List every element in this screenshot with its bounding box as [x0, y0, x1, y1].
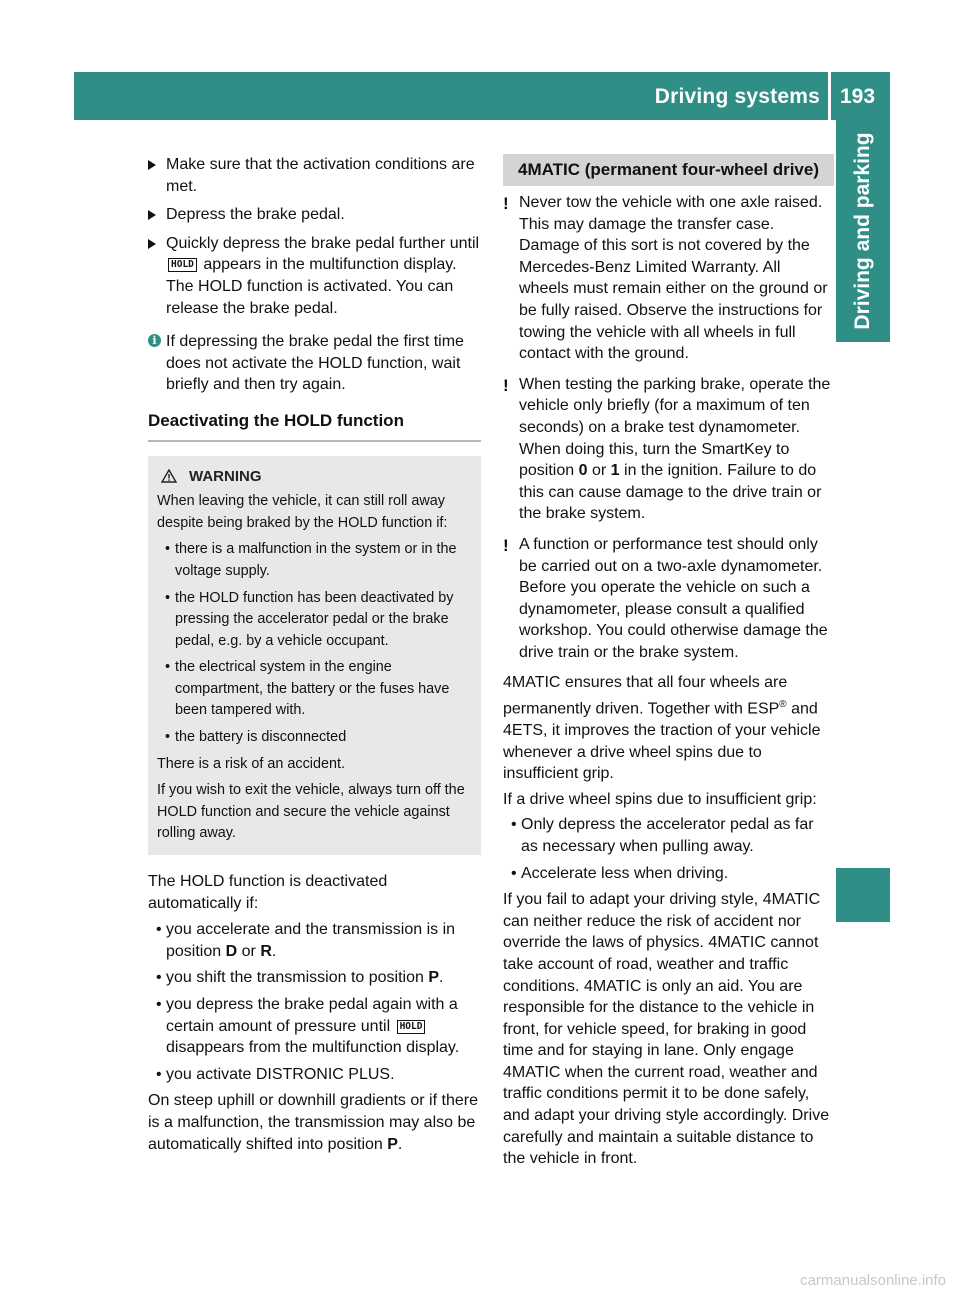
- step-text: Quickly depress the brake pedal further until: [166, 234, 480, 252]
- exclamation-icon: !: [503, 375, 509, 395]
- bullet-icon: •: [165, 589, 171, 606]
- list-item: • Accelerate less when driving.: [503, 863, 834, 885]
- warning-header: [157, 466, 473, 488]
- warning-item: • the battery is disconnected: [157, 727, 473, 749]
- right-column: [503, 154, 834, 1180]
- condition-item: • you depress the brake pedal again with a certain amount of pressure until HOLD disappears from the multifunction display.: [156, 996, 460, 1057]
- arrow-right-icon: [148, 239, 156, 249]
- notice-item: ! Never tow the vehicle with one axle raised. This may damage the transfer case. Damage of this sort is not covered by the Mercedes-Benz Limited Warranty. All wheels must remain either on the ground or be fully raised. Observe the instructions for towing the vehicle with all wheels in full contact with the ground.: [503, 194, 828, 363]
- warning-triangle-icon: [161, 469, 177, 483]
- info-icon: i: [148, 334, 161, 347]
- section-heading: Deactivating the HOLD function: [148, 410, 481, 442]
- bullet-icon: •: [156, 969, 162, 987]
- warning-item: • there is a malfunction in the system or in the voltage supply.: [165, 541, 457, 579]
- warning-item: • the HOLD function has been deactivated by pressing the accelerator pedal or the brake pedal, e.g. by a vehicle occupant.: [165, 589, 454, 649]
- arrow-right-icon: [148, 210, 156, 220]
- body-paragraph: If a drive wheel spins due to insufficient grip:: [503, 790, 817, 808]
- notice-item: ! A function or performance test should only be carried out on a two-axle dynamometer. Before you operate the vehicle on such a dynamometer, please consult a qualified workshop. You could otherwise damage the drive train or the brake system.: [503, 535, 828, 661]
- warning-box: [148, 456, 481, 856]
- page-number: 193: [840, 85, 876, 108]
- warning-intro: When leaving the vehicle, it can still roll away despite being braked by the HOLD function if:: [157, 493, 448, 531]
- section-heading-box: 4MATIC (permanent four-wheel drive): [503, 154, 834, 186]
- left-column: [148, 154, 481, 1165]
- arrow-right-icon: [148, 160, 156, 170]
- condition-item: • you shift the transmission to position P.: [148, 967, 481, 989]
- bullet-icon: •: [156, 921, 162, 939]
- header-divider: [828, 72, 831, 120]
- body-paragraph: If you fail to adapt your driving style, 4MATIC can neither reduce the risk of accident nor override the laws of physics. 4MATIC cannot take account of road, weather and traffic conditions. 4MATIC is only an aid. You are responsible for the distance to the vehicle in front, for vehicle speed, for braking in good time and for staying in lane. Only engage 4MATIC when the current road, weather and traffic conditions permit it to be done safely, and adapt your driving style accordingly. Drive carefully and maintain a suitable distance to the vehicle in front.: [503, 891, 830, 1168]
- step-text: Make sure that the activation conditions are met.: [166, 156, 475, 195]
- warning-risk: There is a risk of an accident.: [157, 755, 345, 772]
- notice-item: ! When testing the parking brake, operate the vehicle only briefly (for a maximum of ten seconds) on a brake test dynamometer. When doing this, turn the SmartKey to position 0 or 1 in the ignition. Failure to do this can cause damage to the drive train or the brake system.: [503, 375, 831, 523]
- side-tab-label: Driving and parking: [851, 132, 874, 330]
- info-note: [148, 331, 481, 396]
- step-item: [148, 204, 481, 226]
- section-title: Driving systems: [654, 85, 820, 108]
- side-marker: [836, 868, 890, 922]
- bullet-icon: •: [156, 1065, 162, 1083]
- warning-label: WARNING: [189, 467, 262, 485]
- step-text: Depress the brake pedal.: [166, 206, 345, 224]
- step-item: [148, 233, 481, 319]
- bullet-icon: •: [511, 816, 517, 834]
- warning-advice: If you wish to exit the vehicle, always turn off the HOLD function and secure the vehicle against rolling away.: [157, 782, 465, 842]
- watermark: carmanualsonline.info: [800, 1272, 946, 1289]
- step-result: The HOLD function is activated. You can release the brake pedal.: [166, 277, 454, 317]
- body-paragraph: 4MATIC ensures that all four wheels are permanently driven. Together with ESP® and 4ETS, it improves the traction of your vehicle whenever a drive wheel spins due to insufficient grip.: [503, 674, 821, 783]
- info-note-text: If depressing the brake pedal the first time does not activate the HOLD function, wait briefly and then try again.: [166, 333, 464, 394]
- bullet-icon: •: [165, 729, 171, 746]
- bullet-icon: •: [511, 864, 517, 882]
- warning-item: • the electrical system in the engine compartment, the battery or the fuses have been tampered with.: [165, 659, 450, 719]
- bullet-icon: •: [156, 996, 162, 1013]
- bullet-icon: •: [165, 541, 171, 558]
- bullet-icon: •: [165, 659, 171, 676]
- condition-item: • you activate DISTRONIC PLUS.: [148, 1064, 481, 1086]
- closing-paragraph: On steep uphill or downhill gradients or if there is a malfunction, the transmission may also be automatically shifted into position P.: [148, 1092, 478, 1153]
- exclamation-icon: !: [503, 194, 509, 213]
- exclamation-icon: !: [503, 535, 509, 555]
- step-item: [148, 154, 481, 197]
- hold-symbol-icon: HOLD: [397, 1020, 426, 1034]
- hold-symbol-icon: HOLD: [168, 258, 197, 272]
- deactivation-intro: The HOLD function is deactivated automatically if:: [148, 873, 388, 912]
- condition-item: • you accelerate and the transmission is in position D or R.: [156, 921, 456, 960]
- list-item: • Only depress the accelerator pedal as far as necessary when pulling away.: [511, 816, 814, 855]
- step-text: appears in the multifunction display.: [203, 256, 457, 274]
